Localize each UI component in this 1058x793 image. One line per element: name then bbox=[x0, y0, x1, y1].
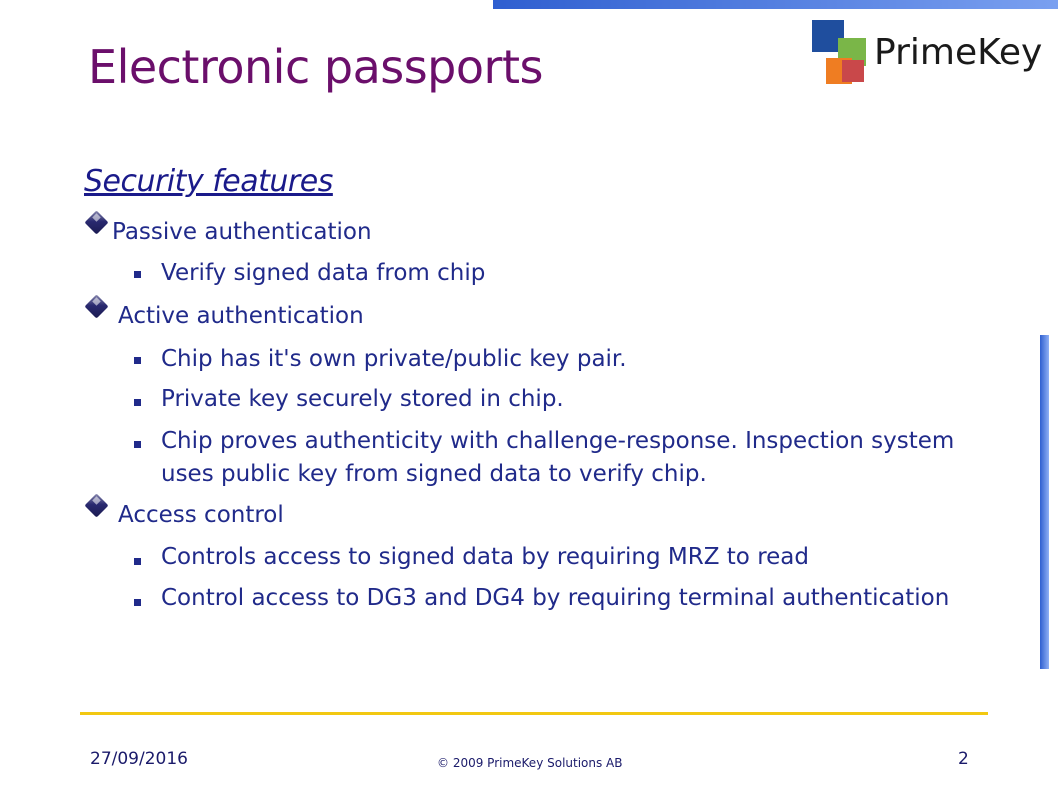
sub-item-challenge-response: Chip proves authenticity with challenge-response. Inspection system bbox=[161, 428, 955, 454]
square-bullet-icon bbox=[134, 441, 141, 448]
footer-date: 27/09/2016 bbox=[90, 749, 188, 769]
top-accent-bar bbox=[493, 0, 1058, 9]
square-bullet-icon bbox=[134, 558, 141, 565]
bullet-item-access-control: Access control bbox=[118, 502, 284, 528]
bullet-item-active-authentication: Active authentication bbox=[118, 303, 364, 329]
diamond-bullet-icon bbox=[84, 493, 108, 517]
sub-item-verify-signed-data: Verify signed data from chip bbox=[161, 260, 486, 286]
sub-item-key-pair: Chip has it's own private/public key pair. bbox=[161, 346, 627, 372]
diamond-bullet-icon bbox=[84, 294, 108, 318]
logo-red-square bbox=[842, 60, 864, 82]
sub-item-mrz: Controls access to signed data by requiring MRZ to read bbox=[161, 544, 809, 570]
square-bullet-icon bbox=[134, 271, 141, 278]
diamond-bullet-icon bbox=[84, 210, 108, 234]
sub-item-private-key-stored: Private key securely stored in chip. bbox=[161, 386, 564, 412]
square-bullet-icon bbox=[134, 399, 141, 406]
square-bullet-icon bbox=[134, 599, 141, 606]
logo-text: PrimeKey bbox=[874, 32, 1043, 73]
bullet-item-passive-authentication: Passive authentication bbox=[112, 219, 372, 245]
primekey-logo bbox=[812, 20, 1052, 86]
page-number: 2 bbox=[958, 749, 969, 769]
sub-item-challenge-response-continued: uses public key from signed data to verify chip. bbox=[161, 461, 707, 487]
slide-title: Electronic passports bbox=[88, 40, 543, 94]
footer-copyright: © 2009 PrimeKey Solutions AB bbox=[437, 756, 623, 770]
sub-item-dg3-dg4: Control access to DG3 and DG4 by requiring terminal authentication bbox=[161, 585, 950, 611]
right-accent-bar bbox=[1040, 335, 1049, 669]
footer-divider bbox=[80, 712, 988, 715]
square-bullet-icon bbox=[134, 357, 141, 364]
section-heading: Security features bbox=[84, 164, 333, 199]
